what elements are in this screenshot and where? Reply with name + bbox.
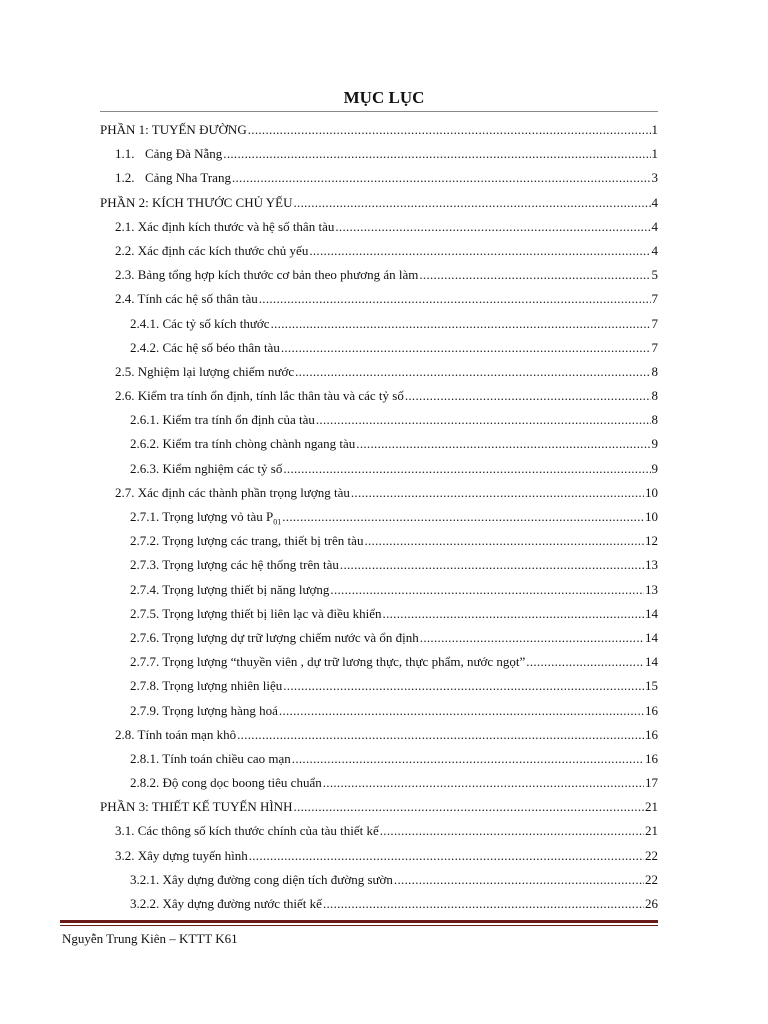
toc-entry-page: 14	[645, 654, 658, 670]
toc-entry-page: 16	[645, 726, 658, 742]
toc-entry-label	[115, 217, 334, 237]
dot-leader	[232, 168, 651, 188]
toc-entry-subscript: 01	[273, 517, 282, 527]
toc-entry[interactable]	[100, 289, 658, 313]
toc-entry-label	[130, 314, 270, 334]
toc-entry[interactable]	[100, 701, 658, 725]
dot-leader	[364, 531, 644, 551]
toc-entry[interactable]	[100, 725, 658, 749]
toc-entry-label	[115, 265, 418, 285]
toc-entry-page: 7	[651, 315, 658, 331]
toc-entry-label	[130, 410, 315, 430]
toc-entry-label	[130, 459, 282, 479]
toc-entry-page: 21	[645, 799, 658, 815]
dot-leader	[383, 604, 644, 624]
toc-entry[interactable]	[100, 821, 658, 845]
toc-entry-page: 22	[645, 871, 658, 887]
toc-entry-page: 13	[645, 581, 658, 597]
toc-entry-label	[100, 120, 247, 140]
toc-entry-label	[130, 434, 355, 454]
toc-entry-text: 3.2. Xây dựng tuyến hình	[115, 847, 248, 863]
toc-entry-label	[130, 580, 329, 600]
dot-leader	[316, 410, 651, 430]
toc-entry-label	[145, 144, 222, 164]
toc-entry-label	[115, 362, 294, 382]
toc-entry-page: 4	[651, 218, 658, 234]
dot-leader	[237, 725, 644, 745]
toc-entry-label	[115, 821, 379, 841]
toc-entry[interactable]	[100, 434, 658, 458]
toc-entry-text: Cảng Đà Nẵng	[145, 146, 223, 162]
toc-entry-text: 2.3. Bảng tổng hợp kích thước cơ bản theo phương án làm	[115, 267, 419, 283]
footer-divider	[60, 920, 658, 923]
dot-leader	[309, 241, 650, 261]
dot-leader	[223, 144, 650, 164]
toc-entry[interactable]	[100, 410, 658, 434]
toc-entry[interactable]	[100, 628, 658, 652]
dot-leader	[394, 870, 644, 890]
dot-leader	[420, 628, 644, 648]
toc-entry-label	[115, 725, 236, 745]
dot-leader	[293, 797, 644, 817]
toc-entry-text: 2.1. Xác định kích thước và hệ số thân tàu	[115, 218, 335, 234]
toc-entry-label	[130, 773, 322, 793]
toc-entry[interactable]	[100, 168, 658, 192]
title-divider	[100, 111, 658, 112]
dot-leader	[340, 555, 644, 575]
toc-entry-page: 10	[645, 509, 658, 524]
toc-entry[interactable]	[100, 265, 658, 289]
toc-entry[interactable]	[100, 555, 658, 579]
toc-entry-number: 1.2.	[115, 170, 135, 186]
toc-entry-page: 21	[645, 823, 658, 839]
page-title: MỤC LỤC	[343, 88, 425, 107]
toc-entry[interactable]	[100, 507, 658, 531]
toc-entry[interactable]	[100, 676, 658, 700]
dot-leader	[283, 459, 650, 479]
toc-entry-text: 2.7.7. Trọng lượng “thuyền viên , dự trữ lương thực, thực phẩm, nước ngọt”	[130, 654, 526, 670]
toc-entry[interactable]	[100, 652, 658, 676]
toc-entry-page: 26	[645, 896, 658, 911]
toc-entry-label	[115, 483, 350, 503]
toc-entry-text: 2.6.1. Kiểm tra tính ổn định của tàu	[130, 412, 315, 428]
toc-entry[interactable]	[100, 338, 658, 362]
dot-leader	[323, 894, 644, 914]
toc-entry-text: 3.2.2. Xây dựng đường nước thiết kế	[130, 896, 322, 911]
toc-entry-text: 2.7.6. Trọng lượng dự trữ lượng chiếm nước và ổn định	[130, 629, 419, 645]
toc-entry-label	[100, 193, 292, 213]
dot-leader	[281, 338, 651, 358]
dot-leader	[293, 193, 650, 213]
toc-entry-label	[130, 604, 382, 624]
dot-leader	[351, 483, 644, 503]
toc-entry-text: 2.6.2. Kiểm tra tính chòng chành ngang tàu	[130, 436, 356, 452]
toc-entry[interactable]	[100, 241, 658, 265]
dot-leader	[356, 434, 650, 454]
toc-entry-label	[130, 676, 282, 696]
dot-leader	[405, 386, 651, 406]
toc-entry[interactable]	[100, 459, 658, 483]
dot-leader	[249, 846, 644, 866]
toc-entry-page: 8	[651, 412, 658, 428]
table-of-contents	[100, 120, 658, 918]
dot-leader	[335, 217, 650, 237]
toc-entry-page: 7	[651, 291, 658, 307]
dot-leader	[283, 676, 644, 696]
toc-entry-page: 9	[651, 460, 658, 476]
dot-leader	[292, 749, 644, 769]
toc-entry-page: 4	[651, 242, 658, 258]
toc-entry[interactable]	[100, 386, 658, 410]
toc-entry-page: 14	[645, 605, 658, 621]
toc-entry[interactable]	[100, 797, 658, 821]
toc-entry-text: 3.1. Các thông số kích thước chính của tàu thiết kế	[115, 823, 379, 839]
toc-entry-page: 15	[645, 678, 658, 694]
toc-entry-label	[130, 701, 278, 721]
toc-entry-page: 1	[651, 146, 658, 162]
toc-entry-text: 2.8.1. Tính toán chiều cao mạn	[130, 750, 291, 766]
toc-entry-text: 2.7.3. Trọng lượng các hệ thống trên tàu	[130, 557, 339, 573]
toc-entry-page: 9	[651, 436, 658, 452]
toc-entry-text: 2.7.4. Trọng lượng thiết bị năng lượng	[130, 581, 330, 597]
toc-entry[interactable]	[100, 870, 658, 894]
toc-entry[interactable]	[100, 846, 658, 870]
dot-leader	[259, 289, 651, 309]
toc-entry[interactable]	[100, 193, 658, 217]
toc-entry-text: 2.6. Kiểm tra tính ổn định, tính lắc thân tàu và các tỷ số	[115, 388, 404, 404]
toc-entry-label	[130, 652, 525, 672]
dot-leader	[419, 265, 650, 285]
toc-entry-page: 3	[651, 170, 658, 186]
toc-entry-text: 2.7.8. Trọng lượng nhiên liệu	[130, 678, 283, 694]
toc-entry-label	[115, 289, 258, 309]
toc-entry-text: 2.8. Tính toán mạn khô	[115, 726, 237, 742]
toc-entry-label	[130, 870, 393, 890]
toc-entry-text: 2.7.9. Trọng lượng hàng hoá	[130, 702, 278, 718]
toc-entry-page: 1	[651, 122, 658, 137]
dot-leader	[323, 773, 644, 793]
toc-entry-text: 2.4.1. Các tỷ số kích thước	[130, 315, 270, 331]
toc-entry[interactable]	[100, 531, 658, 555]
toc-entry-page: 8	[651, 363, 658, 379]
toc-entry[interactable]	[100, 580, 658, 604]
toc-entry-label	[130, 894, 322, 914]
toc-entry-label	[100, 797, 292, 817]
toc-entry-text: 2.5. Nghiệm lại lượng chiếm nước	[115, 363, 295, 379]
toc-entry-label	[115, 241, 308, 261]
dot-leader	[282, 507, 644, 527]
toc-entry[interactable]	[100, 773, 658, 797]
toc-entry-label	[115, 386, 404, 406]
toc-entry-text: 2.7.2. Trọng lượng các trang, thiết bị trên tàu	[130, 533, 364, 549]
toc-entry-text: 2.2. Xác định các kích thước chủ yếu	[115, 242, 309, 258]
toc-entry-page: 16	[645, 702, 658, 718]
toc-entry-label	[130, 338, 280, 358]
dot-leader	[279, 701, 644, 721]
toc-entry-text: PHẦN 2: KÍCH THƯỚC CHỦ YẾU	[100, 194, 293, 210]
toc-entry-label	[145, 168, 231, 188]
toc-entry-text: 2.4. Tính các hệ số thân tàu	[115, 291, 258, 307]
toc-entry[interactable]	[100, 604, 658, 628]
toc-entry-text: PHẦN 1: TUYẾN ĐƯỜNG	[100, 122, 247, 137]
toc-entry-label	[130, 555, 339, 575]
toc-entry-page: 4	[651, 194, 658, 210]
toc-entry-page: 22	[645, 847, 658, 863]
dot-leader	[526, 652, 644, 672]
footer-divider-thin	[60, 925, 658, 926]
toc-entry-text: 2.7.5. Trọng lượng thiết bị liên lạc và điều khiển	[130, 605, 382, 621]
toc-entry-label	[130, 628, 419, 648]
toc-entry-page: 7	[651, 339, 658, 355]
toc-entry-page: 10	[645, 484, 658, 500]
toc-entry[interactable]	[100, 120, 658, 144]
toc-entry-page: 17	[645, 775, 658, 791]
toc-entry-text: 2.4.2. Các hệ số béo thân tàu	[130, 339, 280, 355]
toc-entry-label	[130, 507, 281, 527]
toc-entry-label	[130, 531, 363, 551]
toc-entry[interactable]	[100, 217, 658, 241]
toc-entry-text: 2.7.1. Trọng lượng vỏ tàu P	[130, 509, 274, 524]
toc-entry-text: 2.6.3. Kiểm nghiệm các tỷ số	[130, 460, 283, 476]
toc-entry-text: 2.8.2. Độ cong dọc boong tiêu chuẩn	[130, 775, 322, 791]
toc-entry-page: 13	[645, 557, 658, 573]
dot-leader	[295, 362, 650, 382]
dot-leader	[380, 821, 644, 841]
toc-entry-text: PHẦN 3: THIẾT KẾ TUYẾN HÌNH	[100, 799, 293, 815]
toc-entry-label	[130, 749, 291, 769]
toc-entry-page: 16	[645, 750, 658, 766]
dot-leader	[271, 314, 651, 334]
toc-entry-number: 1.1.	[115, 146, 135, 162]
dot-leader	[248, 120, 651, 140]
toc-entry[interactable]	[100, 483, 658, 507]
toc-entry-page: 8	[651, 388, 658, 404]
toc-entry-text: 2.7. Xác định các thành phần trọng lượng tàu	[115, 484, 350, 500]
toc-entry-page: 14	[645, 629, 658, 645]
toc-entry[interactable]	[100, 314, 658, 338]
toc-entry-page: 12	[645, 533, 658, 549]
toc-entry-text: 3.2.1. Xây dựng đường cong diện tích đường sườn	[130, 871, 393, 887]
toc-entry[interactable]	[100, 362, 658, 386]
toc-entry[interactable]	[100, 749, 658, 773]
toc-entry[interactable]	[100, 144, 658, 168]
toc-entry-page: 5	[651, 267, 658, 283]
toc-entry-label	[115, 846, 248, 866]
footer-author: Nguyễn Trung Kiên – KTTT K61	[62, 931, 238, 946]
dot-leader	[330, 580, 644, 600]
toc-entry-text: Cảng Nha Trang	[145, 170, 231, 186]
toc-entry[interactable]	[100, 894, 658, 918]
